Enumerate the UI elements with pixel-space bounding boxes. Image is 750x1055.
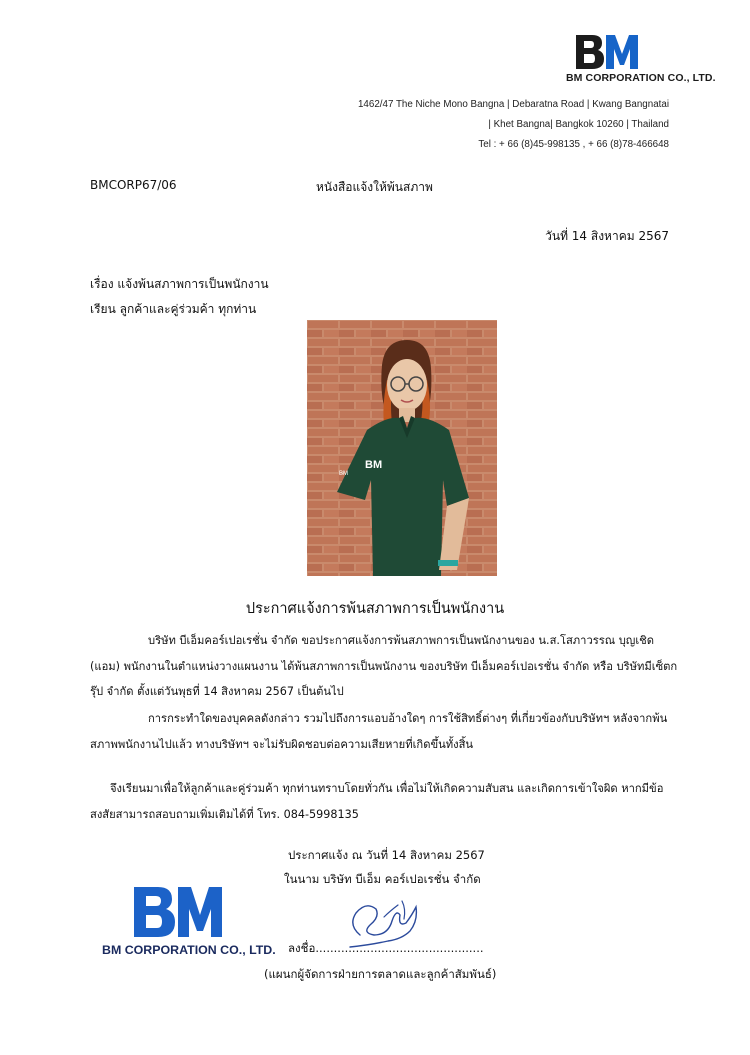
- recipient-line: เรียน ลูกค้าและคู่ร่วมค้า ทุกท่าน: [90, 302, 257, 316]
- employee-photo: [307, 320, 497, 576]
- subject-line: เรื่อง แจ้งพ้นสภาพการเป็นพนักงาน: [90, 277, 269, 291]
- announcement-headline: ประกาศแจ้งการพ้นสภาพการเป็นพนักงาน: [245, 601, 505, 617]
- announcement-paragraph-1: บริษัท บีเอ็มคอร์เปอเรชั่น จำกัด ขอประกาศแจ้งการพ้นสภาพการเป็นพนักงานของ น.ส.โสภาวรรณ บุญเชิด (แอม) พนักงานในตำแหน่งวางแผนงาน ได้พ้นสภาพการเป็นพนักงาน ของบริษัท บีเอ็มคอร์เปอเรชั่น จำกัด หรือ บริษัทมีเซ็ตกรุ๊ป จำกัด ตั้งแต่วันพุธที่ 14 สิงหาคม 2567 เป็นต้นไป: [90, 634, 678, 698]
- address-line-1: 1462/47 The Niche Mono Bangna | Debaratna Road | Kwang Bangnatai: [357, 99, 669, 110]
- signatory-position: (แผนกผู้จัดการฝ่ายการตลาดและลูกค้าสัมพันธ์): [264, 967, 497, 981]
- company-stamp-logo: [100, 885, 276, 961]
- bm-logo-mark: [574, 34, 640, 70]
- announcement-paragraph-3: จึงเรียนมาเพื่อให้ลูกค้าและคู่ร่วมค้า ทุกท่านทราบโดยทั่วกัน เพื่อไม่ให้เกิดความสับสน และเกิดการเข้าใจผิด หากมีข้อสงสัยสามารถสอบถามเพิ่มเติมได้ที่ โทร. 084-5998135: [90, 782, 664, 821]
- announced-date: ประกาศแจ้ง ณ วันที่ 14 สิงหาคม 2567: [288, 848, 485, 862]
- telephone: Tel : + 66 (8)45-998135 , + 66 (8)78-466648: [478, 139, 669, 150]
- reference-number: BMCORP67/06: [90, 178, 177, 192]
- bm-stamp-mark: [100, 885, 252, 941]
- sleeve-logo: BM: [339, 471, 348, 477]
- shirt-logo: BM: [365, 459, 383, 471]
- on-behalf-of: ในนาม บริษัท บีเอ็ม คอร์เปอเรชั่น จำกัด: [284, 872, 481, 886]
- document-title: หนังสือแจ้งให้พ้นสภาพ: [316, 180, 433, 194]
- announcement-paragraph-2: การกระทำใดของบุคคลดังกล่าว รวมไปถึงการแอบอ้างใดๆ การใช้สิทธิ์ต่างๆ ที่เกี่ยวข้องกับบริษัทฯ หลังจากพ้นสภาพพนักงานไปแล้ว ทางบริษัทฯ จะไม่รับผิดชอบต่อความเสียหายที่เกิดขึ้นทั้งสิ้น: [90, 712, 668, 751]
- document-date: วันที่ 14 สิงหาคม 2567: [545, 229, 669, 243]
- signature-line: ลงชื่อ..............................................: [288, 941, 484, 955]
- address-line-2: | Khet Bangna| Bangkok 10260 | Thailand: [488, 119, 669, 130]
- company-name: BM CORPORATION CO., LTD.: [566, 72, 716, 84]
- stamp-company-name: BM CORPORATION CO., LTD.: [102, 943, 276, 957]
- company-logo: [566, 34, 716, 86]
